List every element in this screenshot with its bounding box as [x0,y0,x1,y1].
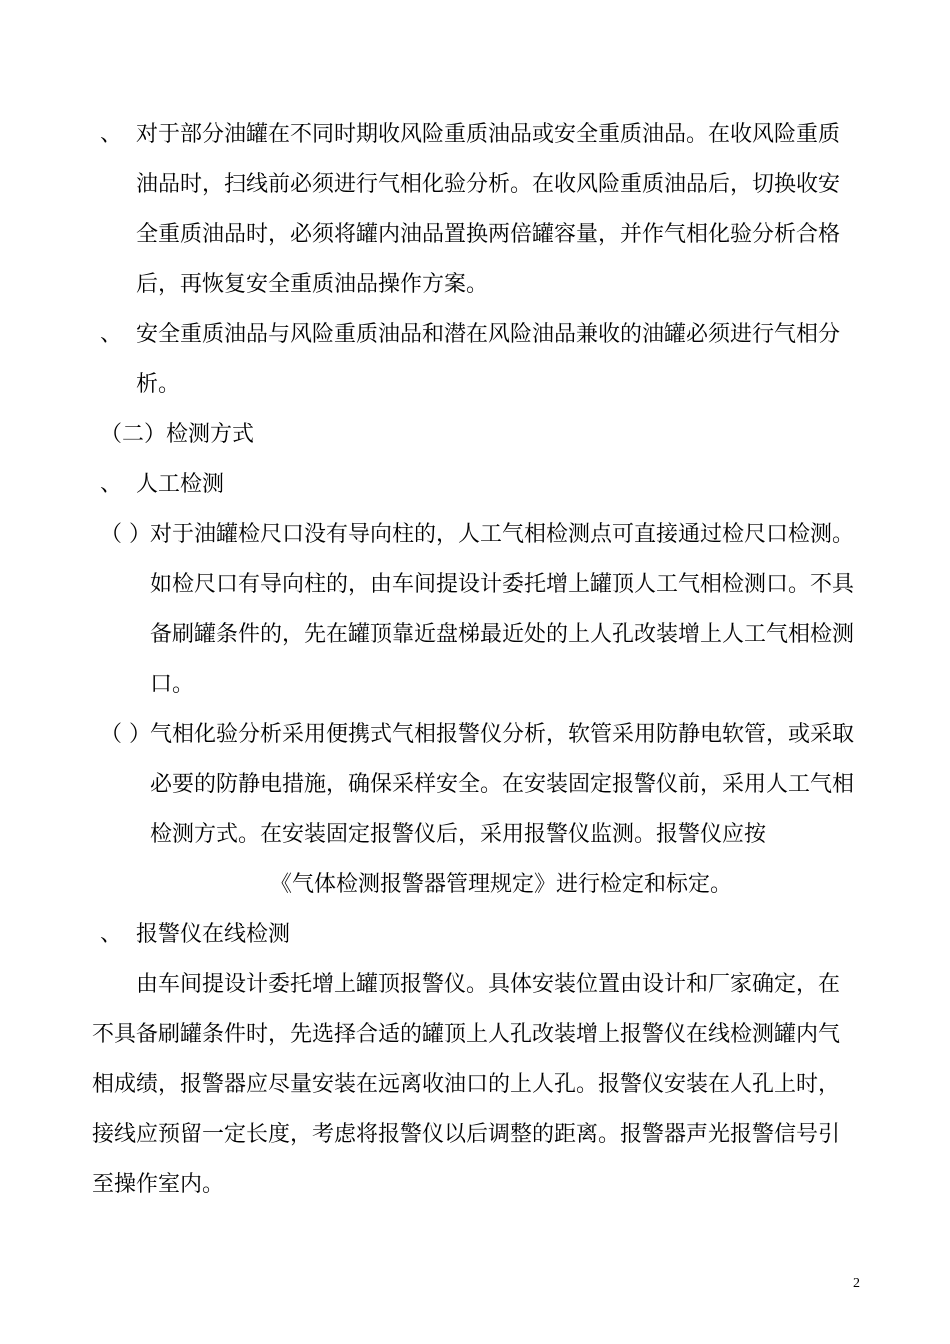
list-marker: 、 [100,922,123,947]
list-marker: （ ） [100,722,151,747]
paragraph-line: 口。 [150,672,195,697]
paragraph-line: 由车间提设计委托增上罐顶报警仪。具体安装位置由设计和厂家确定，在 [136,972,841,997]
page-number: 2 [853,1276,860,1291]
paragraph-line: 安全重质油品与风险重质油品和潜在风险油品兼收的油罐必须进行气相分 [136,322,841,347]
paragraph-line: 如检尺口有导向柱的，由车间提设计委托增上罐顶人工气相检测口。不具 [150,572,855,597]
paragraph-line: 油品时，扫线前必须进行气相化验分析。在收风险重质油品后，切换收安 [136,172,841,197]
list-marker: 、 [100,322,123,347]
paragraph-line: 《气体检测报警器管理规定》进行检定和标定。 [270,872,733,897]
paragraph-line: 至操作室内。 [92,1172,225,1197]
paragraph-line: 不具备刷罐条件时，先选择合适的罐顶上人孔改装增上报警仪在线检测罐内气 [92,1022,841,1047]
subsection-title: 报警仪在线检测 [136,922,291,947]
paragraph-line: 检测方式。在安装固定报警仪后，采用报警仪监测。报警仪应按 [150,822,767,847]
paragraph-line: 析。 [136,372,181,397]
list-marker: （ ） [100,522,151,547]
paragraph-line: 备刷罐条件的，先在罐顶靠近盘梯最近处的上人孔改装增上人工气相检测 [150,622,855,647]
list-marker: 、 [100,122,123,147]
paragraph-line: 对于部分油罐在不同时期收风险重质油品或安全重质油品。在收风险重质 [136,122,841,147]
paragraph-line: 全重质油品时，必须将罐内油品置换两倍罐容量，并作气相化验分析合格 [136,222,841,247]
list-marker: 、 [100,472,123,497]
paragraph-line: 气相化验分析采用便携式气相报警仪分析，软管采用防静电软管，或采取 [150,722,855,747]
paragraph-line: 后，再恢复安全重质油品操作方案。 [136,272,489,297]
subsection-title: 人工检测 [136,472,225,497]
section-heading: （二）检测方式 [100,422,255,447]
paragraph-line: 对于油罐检尺口没有导向柱的，人工气相检测点可直接通过检尺口检测。 [150,522,855,547]
paragraph-line: 接线应预留一定长度，考虑将报警仪以后调整的距离。报警器声光报警信号引 [92,1122,841,1147]
paragraph-line: 必要的防静电措施，确保采样安全。在安装固定报警仪前，采用人工气相 [150,772,855,797]
paragraph-line: 相成绩，报警器应尽量安装在远离收油口的上人孔。报警仪安装在人孔上时， [92,1072,841,1097]
